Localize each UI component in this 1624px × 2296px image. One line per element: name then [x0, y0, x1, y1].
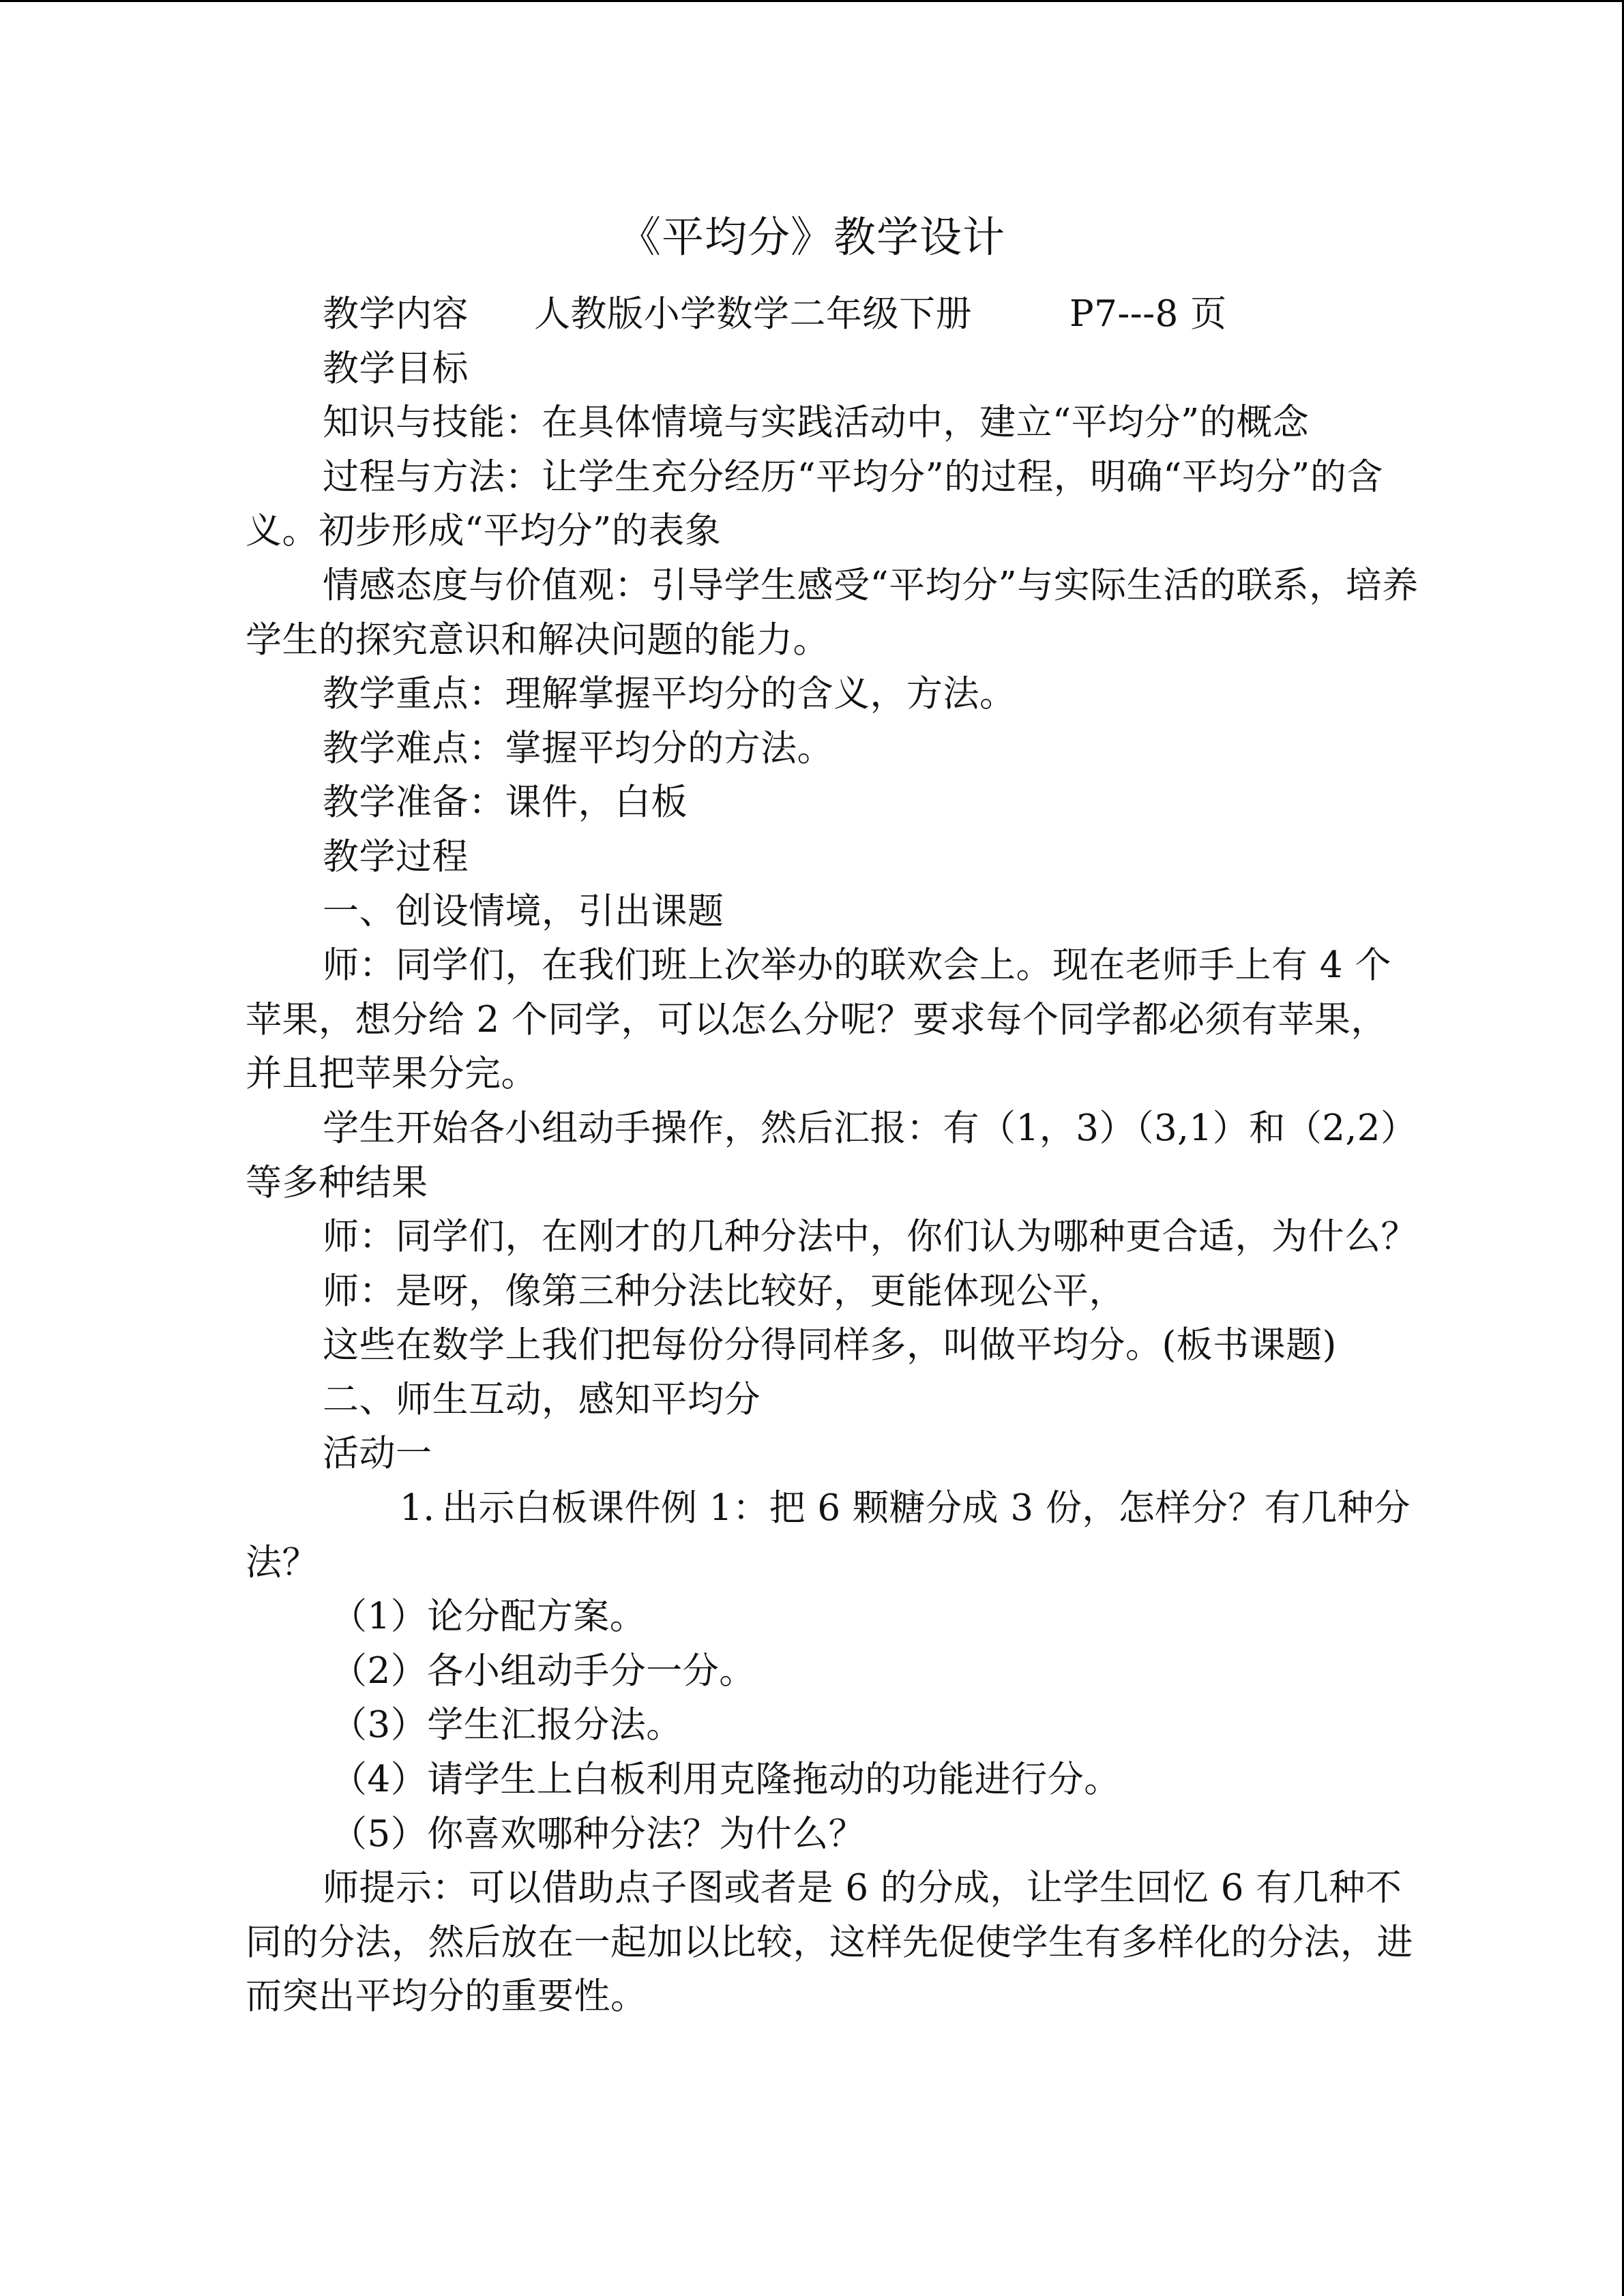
goal-knowledge: 知识与技能：在具体情境与实践活动中，建立“平均分”的概念: [323, 402, 1310, 444]
preparation: 教学准备：课件，白板: [323, 781, 688, 824]
section-heading-2: 二、师生互动，感知平均分: [323, 1378, 761, 1420]
item-number: 1.: [400, 1487, 435, 1530]
goal-process: 过程与方法：让学生充分经历“平均分”的过程，明确“平均分”的含义。初步形成“平均分”的表象: [246, 456, 1383, 552]
key-point: 教学重点：理解掌握平均分的含义，方法。: [323, 673, 1016, 715]
goal-attitude: 情感态度与价值观：引导学生感受“平均分”与实际生活的联系，培养学生的探究意识和解决问题的能力。: [246, 564, 1419, 661]
course-info-book: 人教版小学数学二年级下册: [534, 293, 972, 335]
difficulty: 教学难点：掌握平均分的方法。: [323, 727, 833, 769]
section-heading-1: 一、创设情境，引出课题: [323, 890, 724, 932]
document-title: 《平均分》教学设计: [618, 212, 1005, 262]
process-heading: 教学过程: [323, 835, 469, 878]
activity-heading: 活动一: [323, 1433, 432, 1475]
teacher-paragraph-1: 师：同学们，在我们班上次举办的联欢会上。现在老师手上有 4 个苹果，想分给 2 个同学，可以怎么分呢？要求每个同学都必须有苹果，并且把苹果分完。: [246, 944, 1391, 1095]
step-item: （4）请学生上白板利用克隆拖动的功能进行分。: [331, 1759, 1121, 1801]
course-info-line: [246, 287, 1419, 342]
goals-heading: 教学目标: [323, 347, 469, 389]
step-item: （5）你喜欢哪种分法？为什么？: [331, 1813, 866, 1855]
item-text: 出示白板课件例 1：把 6 颗糖分成 3 份，怎样分？有几种分法？: [246, 1487, 1411, 1583]
teacher-paragraph-3: 师：是呀，像第三种分法比较好，更能体现公平，: [323, 1270, 1125, 1312]
teacher-hint-paragraph: 师提示：可以借助点子图或者是 6 的分成，让学生回忆 6 有几种不同的分法，然后放在一起加以比较，这样先促使学生有多样化的分法，进而突出平均分的重要性。: [246, 1867, 1413, 2018]
teacher-paragraph-2: 师：同学们，在刚才的几种分法中，你们认为哪种更合适，为什么？: [323, 1216, 1417, 1258]
course-info-label: 教学内容: [323, 293, 469, 335]
step-item: （1）论分配方案。: [331, 1596, 647, 1638]
definition-paragraph: 这些在数学上我们把每份分得同样多，叫做平均分。(板书课题): [323, 1324, 1337, 1367]
document-body: [246, 287, 1419, 2024]
student-report-paragraph: 学生开始各小组动手操作，然后汇报：有（1，3）（3,1）和（2,2）等多种结果: [246, 1107, 1417, 1204]
step-item: （2）各小组动手分一分。: [331, 1650, 756, 1692]
numbered-item-1: [246, 1481, 1419, 1590]
course-info-pages: P7---8 页: [1069, 293, 1227, 335]
step-item: （3）学生汇报分法。: [331, 1704, 683, 1746]
